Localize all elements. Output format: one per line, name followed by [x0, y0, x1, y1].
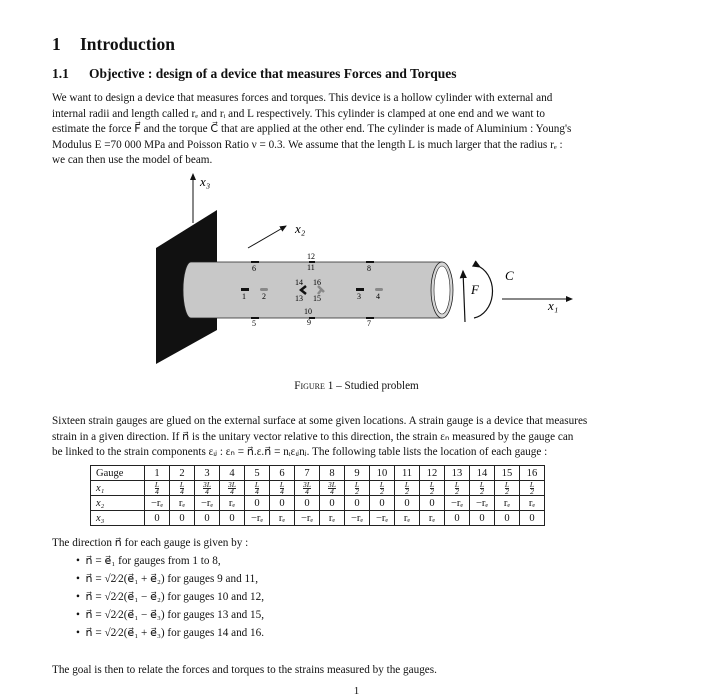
direction-list [52, 536, 264, 644]
gauge-label-4: 4 [376, 292, 380, 301]
gauge-mark-4 [375, 288, 383, 291]
gauge-label-13: 13 [295, 294, 303, 303]
gauge-label-7: 7 [367, 319, 371, 328]
page-number: 1 [353, 685, 360, 697]
gauge-label-6: 6 [252, 264, 256, 273]
gauge-label-3: 3 [357, 292, 361, 301]
gauge-label-10: 10 [304, 307, 312, 316]
gauge-location-table [90, 465, 545, 526]
gauges-paragraph: Sixteen strain gauges are glued on the external surface at some given locations. A strain gauge is a device that measures strain in a given direction. If n⃗ is the unitary vector relative to this direction, the strain εₙ measured by the gauge can be linked to the strain components εᵢⱼ : εₙ = n⃗.ε.n⃗ = nᵢεᵢⱼnⱼ. The following table lists the location of each gauge : [52, 415, 588, 459]
gauge-label-1: 1 [242, 292, 246, 301]
gauge-mark-8 [366, 261, 374, 263]
x3-axis-label: x₃ [200, 174, 211, 189]
gauge-label-15: 15 [313, 294, 321, 303]
figure-caption: Figure 1 – Studied problem [294, 380, 419, 392]
force-label: F⃗ [471, 282, 490, 297]
studied-problem-figure [0, 168, 713, 378]
gauge-label-16: 16 [313, 278, 321, 287]
gauge-label-2: 2 [262, 292, 266, 301]
list-item: • n⃗ = √2⁄2(e⃗₁ + e⃗₃) for gauges 14 and 16. [76, 627, 265, 639]
list-item: • n⃗ = √2⁄2(e⃗₁ − e⃗₂) for gauges 10 and 12, [76, 591, 265, 603]
table-row-header: Gauge 1 2 3 4 5 6 7 8 9 10 11 12 13 14 15 16 [91, 466, 545, 481]
gauge-mark-1 [241, 288, 249, 291]
x1-axis-label: x₁ [548, 298, 559, 313]
table-row-x1: x₁ $\frac{L}{4}$ $\frac{L}{4}$ $\frac{3L}{4}$ $\frac{3L}{4}$ $\frac{L}{4}$ $\frac{L}{4}$ $\frac{3L}{4}$ $\frac{3L}{4}$ $\frac{L}{2}$ $\frac{L}{2}$ $\frac{L}{2}$ $\frac{L}{2}$ $\frac{L}{2}$ $\frac{L}{2}$ $\frac{L}{2}$ $\frac{L}{2}$ [91, 481, 545, 496]
table-row-x2: x₂ −rₑ rₑ −rₑ rₑ 0 0 0 0 0 0 0 0 −rₑ −rₑ rₑ rₑ [91, 496, 545, 511]
table-header-label: Gauge [91, 466, 145, 481]
gauge-mark-3 [356, 288, 364, 291]
table-row-x3: x₃ 0 0 0 0 −rₑ rₑ −rₑ rₑ −rₑ −rₑ rₑ rₑ 0 0 0 0 [91, 511, 545, 526]
goal-sentence: The goal is then to relate the forces and torques to the strains measured by the gauges. [52, 664, 437, 676]
intro-paragraph: We want to design a device that measures forces and torques. This device is a hollow cylinder with external and internal radii and length called rₑ and rᵢ and L respectively. This cylinder is clamped at one end and we want to estimate the force F⃗ and the torque C⃗ that are applied at the other end. The cylinder is made of Aluminium : Young's Modulus E =70 000 MPa and Poisson Ratio ν = 0.3. We assume that the length L is much larger that the radius rₑ : we can then use the model of beam. [52, 92, 572, 167]
torque-label: C⃗ [505, 268, 524, 283]
gauge-label-11: 11 [307, 263, 315, 272]
x2-axis-label: x₂ [295, 221, 306, 236]
direction-intro: The direction n⃗ for each gauge is given by : [52, 537, 249, 549]
gauge-label-14: 14 [295, 278, 303, 287]
gauge-mark-2 [260, 288, 268, 291]
gauge-label-9: 9 [307, 318, 311, 327]
gauge-mark-6 [251, 261, 259, 263]
list-item: • n⃗ = √2⁄2(e⃗₁ + e⃗₂) for gauges 9 and 11, [76, 573, 259, 585]
cylinder-end-inner [434, 266, 450, 314]
force-arrow [463, 271, 465, 322]
list-item: • n⃗ = √2⁄2(e⃗₁ − e⃗₃) for gauges 13 and 15, [76, 609, 265, 621]
gauge-label-5: 5 [252, 319, 256, 328]
gauge-label-8: 8 [367, 264, 371, 273]
gauge-label-12: 12 [307, 252, 315, 261]
list-item: • n⃗ = e⃗₁ for gauges from 1 to 8, [76, 555, 221, 567]
section-heading: 1 Introduction [52, 34, 175, 54]
x2-axis-arrow [248, 226, 286, 248]
subsection-heading: 1.1 Objective : design of a device that measures Forces and Torques [52, 66, 457, 81]
